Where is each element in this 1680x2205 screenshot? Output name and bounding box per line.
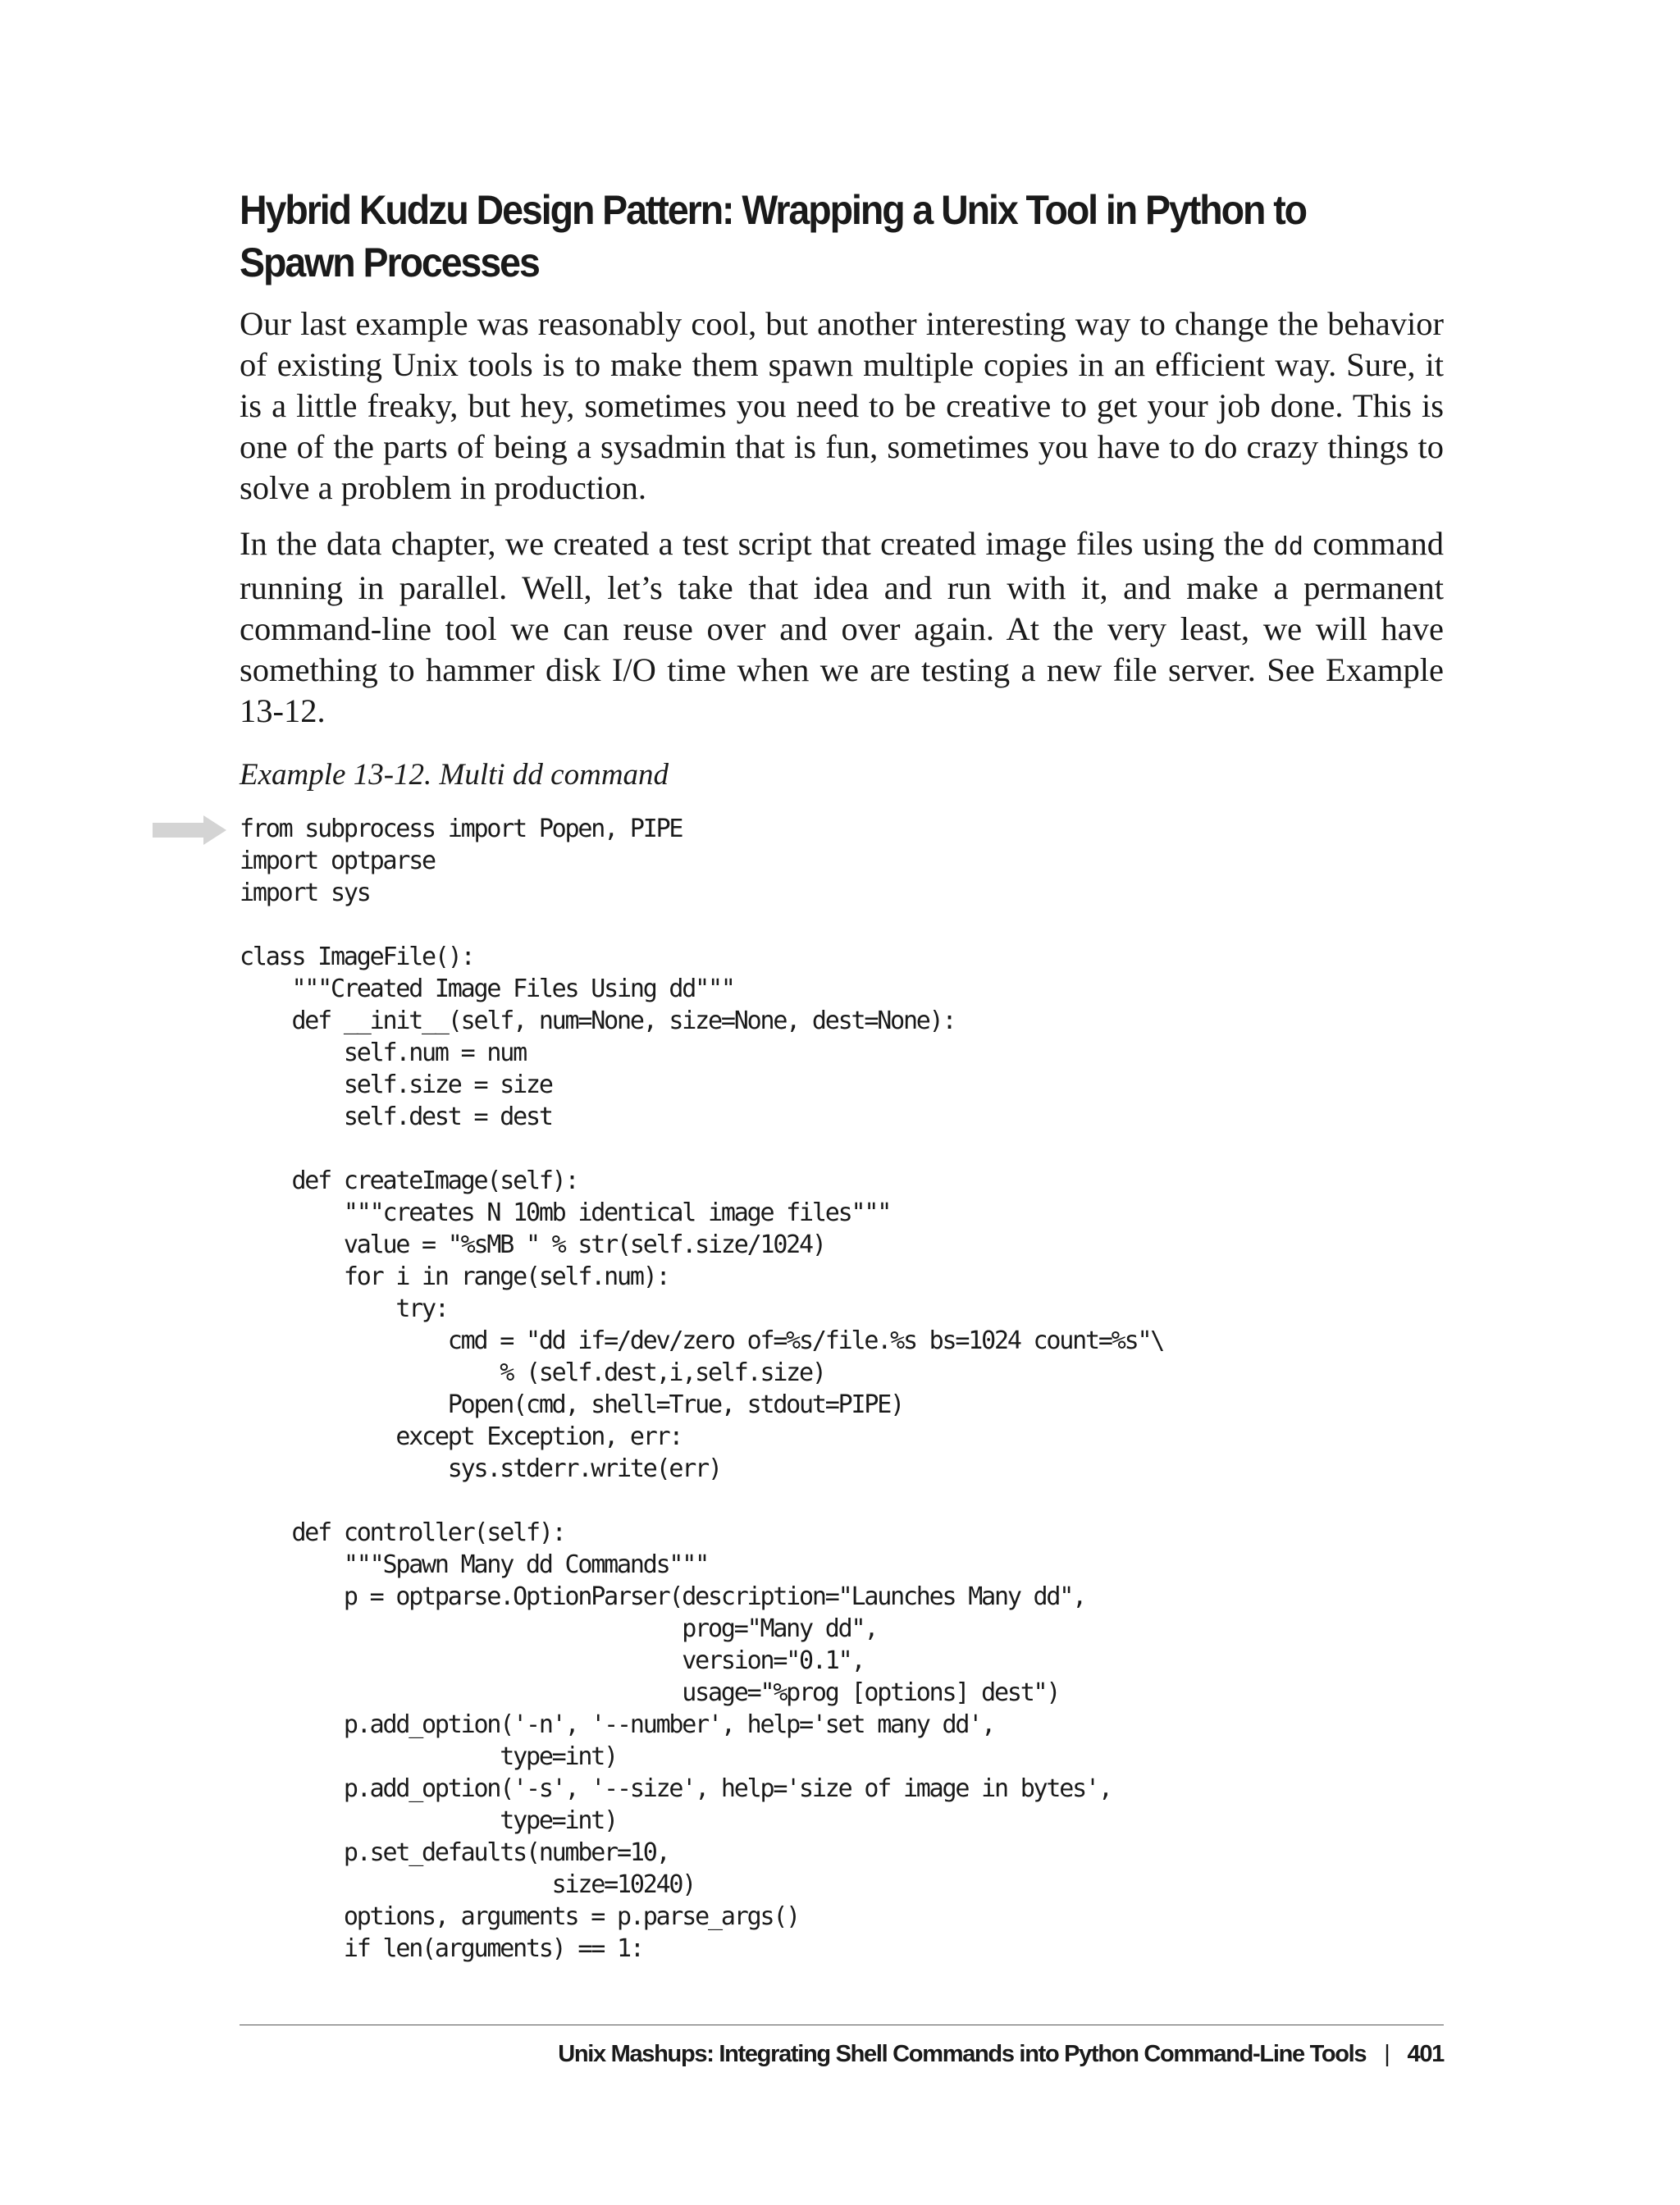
inline-code-dd: dd [1273, 532, 1303, 561]
paragraph-text-after: command running in parallel. Well, let’s take that idea and run with it, and make a permanent command-line tool we can reuse over and over again. At the very least, we will have something to hammer disk I/O time when we are testing a new file server. See Example 13-12. [240, 525, 1444, 729]
right-arrow-icon [153, 815, 226, 845]
example-caption: Example 13-12. Multi dd command [240, 758, 669, 792]
section-heading: Hybrid Kudzu Design Pattern: Wrapping a Unix Tool in Python to Spawn Processes [240, 187, 1307, 285]
paragraph-text-before: In the data chapter, we created a test script that created image files using the [240, 525, 1274, 562]
page-number: 401 [1407, 2041, 1444, 2067]
footer-separator: | [1384, 2041, 1390, 2067]
footer-chapter-title: Unix Mashups: Integrating Shell Commands into Python Command-Line Tools [558, 2041, 1367, 2067]
running-footer [558, 2038, 1444, 2070]
code-listing: from subprocess import Popen, PIPE import optparse import sys class ImageFile(): """Created Image Files Using dd""" def __init__(self, num=None, size=None, dest=None): self.num = num self.size = size self.dest = dest def createImage(self): """creates N 10mb identical image files""" value = "%sMB " % str(self.size/1024) for i in range(self.num): try: cmd = "dd if=/dev/zero of=%s/file.%s bs=1024 count=%s"\ % (self.dest,i,self.size) Popen(cmd, shell=True, stdout=PIPE) except Exception, err: sys.stderr.write(err) def controller(self): """Spawn Many dd Commands""" p = optparse.OptionParser(description="Launches Many dd", prog="Many dd", version="0.1", usage="%prog [options] dest") p.add_option('-n', '--number', help='set many dd', type=int) p.add_option('-s', '--size', help='size of image in bytes', type=int) p.set_defaults(number=10, size=10240) options, arguments = p.parse_args() if len(arguments) == 1: [240, 815, 1164, 1963]
paragraph-dd-command [240, 523, 1444, 732]
paragraph-intro: Our last example was reasonably cool, but another interesting way to change the behavior of existing Unix tools is to make them spawn multiple copies in an efficient way. Sure, it is a little freaky, but hey, sometimes you need to be creative to get your job done. This is one of the parts of being a sysadmin that is fun, sometimes you have to do crazy things to solve a problem in production. [240, 305, 1444, 506]
